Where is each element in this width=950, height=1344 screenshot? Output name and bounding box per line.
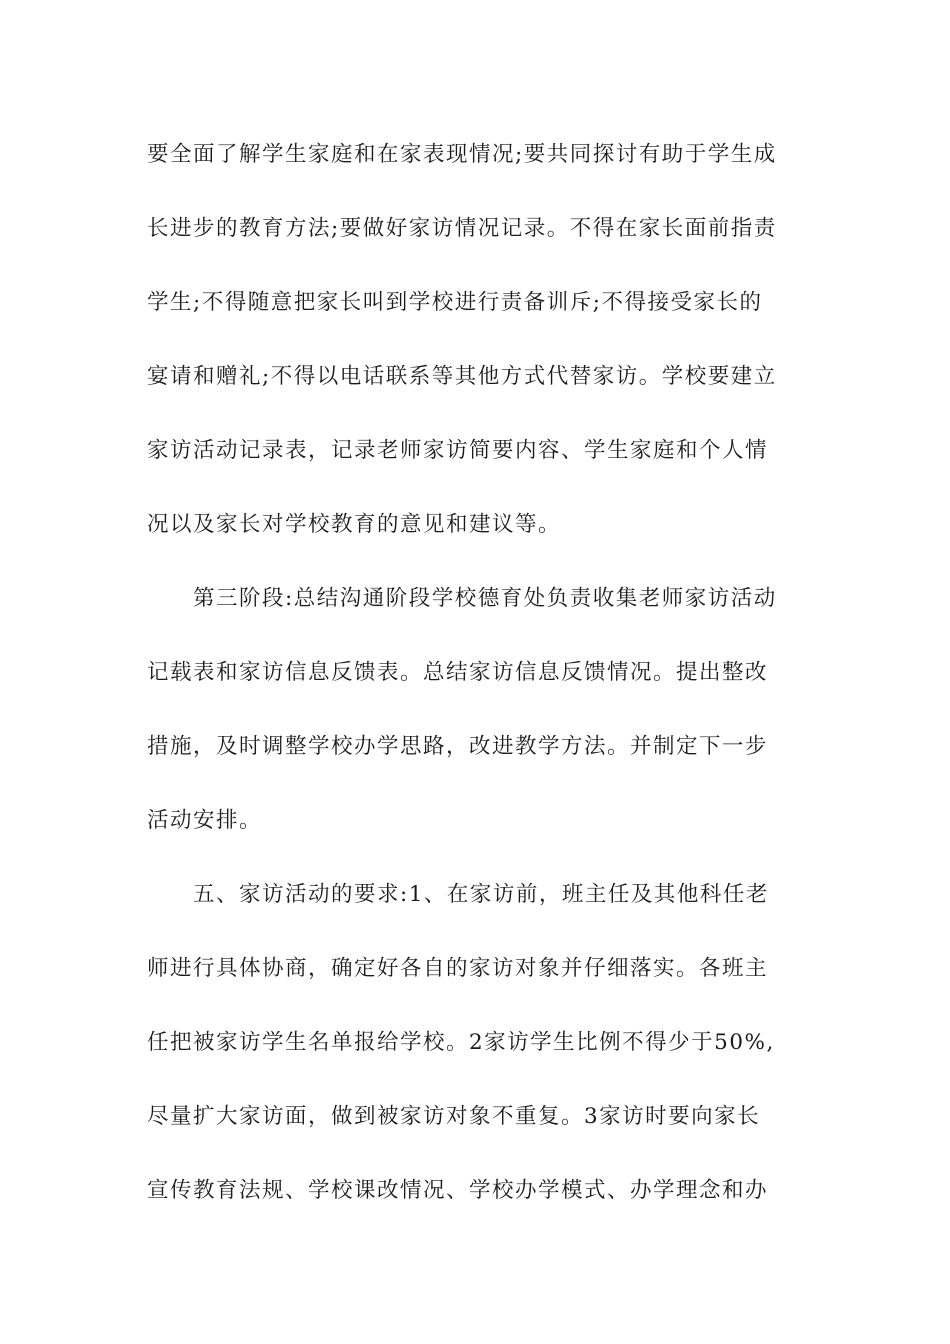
text-line: 要全面了解学生家庭和在家表现情况;要共同探讨有助于学生成 [147,142,777,167]
text-line: 师进行具体协商，确定好各自的家访对象并仔细落实。各班主 [147,956,769,981]
text-line: 宣传教育法规、学校课改情况、学校办学模式、办学理念和办 [147,1178,769,1203]
text-line: 措施，及时调整学校办学思路，改进教学方法。并制定下一步 [147,734,769,759]
text-line: 记载表和家访信息反馈表。总结家访信息反馈情况。提出整改 [147,660,769,685]
paragraph-start-line: 五、家访活动的要求:1、在家访前，班主任及其他科任老 [193,882,769,907]
text-line: 长进步的教育方法;要做好家访情况记录。不得在家长面前指责 [147,216,777,241]
body-text [147,126,807,1236]
text-line: 尽量扩大家访面，做到被家访对象不重复。3家访时要向家长 [147,1104,761,1129]
text-line: 任把被家访学生名单报给学校。2家访学生比例不得少于50%, [147,1030,775,1055]
text-line: 家访活动记录表，记录老师家访简要内容、学生家庭和个人情 [147,438,769,463]
text-line: 况以及家长对学校教育的意见和建议等。 [147,512,562,537]
paragraph-start-line: 第三阶段:总结沟通阶段学校德育处负责收集老师家访活动 [193,586,777,611]
text-line: 活动安排。 [147,808,263,833]
text-line: 学生;不得随意把家长叫到学校进行责备训斥;不得接受家长的 [147,290,763,315]
text-line: 宴请和赠礼;不得以电话联系等其他方式代替家访。学校要建立 [147,364,777,389]
